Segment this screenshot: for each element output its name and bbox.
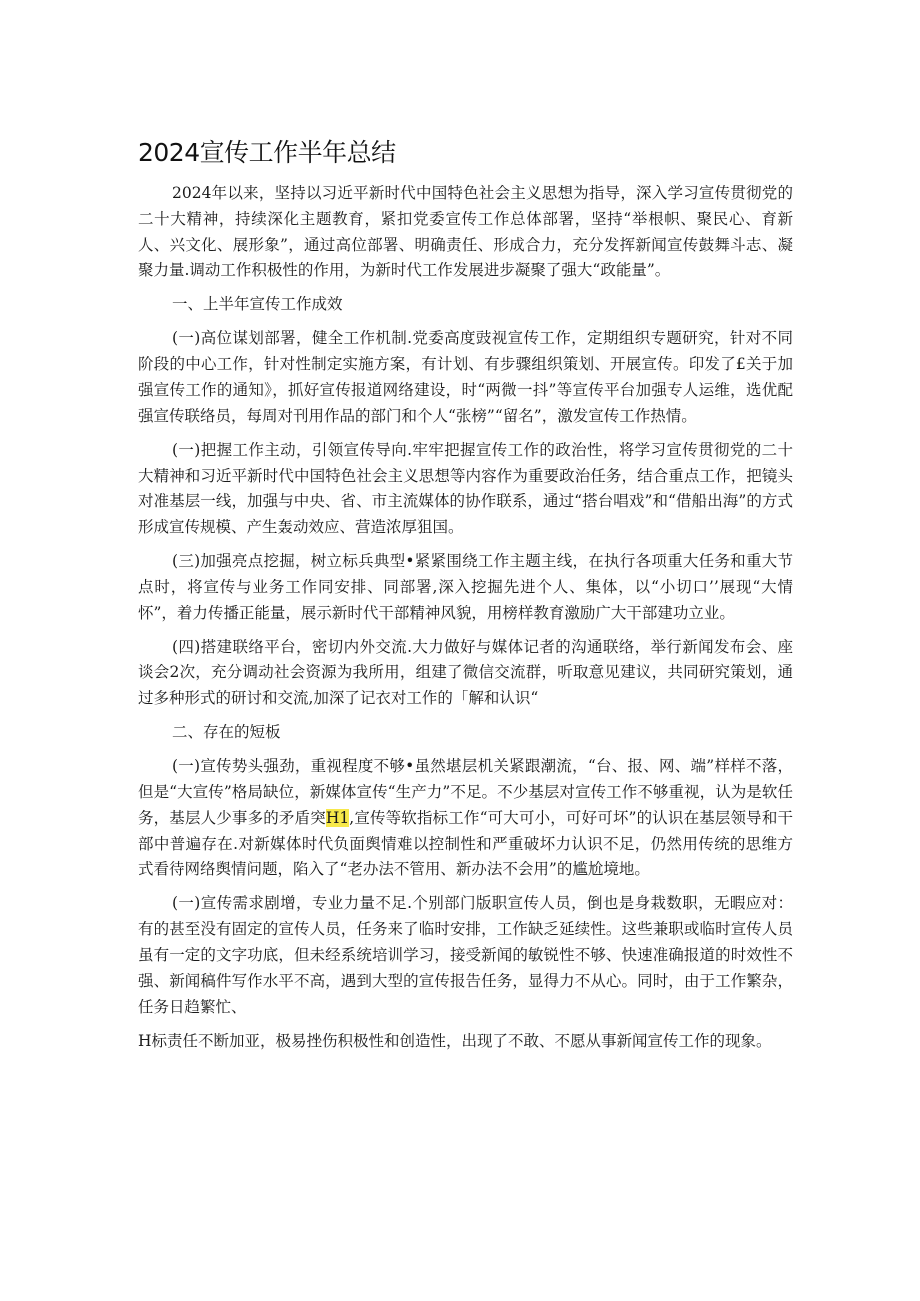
document-body bbox=[138, 181, 793, 1063]
body-paragraph: (一)高位谋划部署，健全工作机制.党委高度豉视宣传工作，定期组织专题研究，针对不同阶段的中心工作，针对性制定实施方案，有计划、有步骤组织策划、开展宣传。印发了£关于加强宣传工作的通知》，抓好宣传报道网络建设，时“两微一抖”等宣传平台加强专人运维，选优配强宣传联络员，每周对刊用作品的部门和个人“张榜”“留名”，激发宣传工作热情。 bbox=[138, 329, 793, 425]
paragraph-text-end: ,宣传等软指标工作“可大可小，可好可坏”的认识在基层领导和干部中普遍存在.对新媒体时代负面舆情难以控制性和严重破坏力认识不足，仍然用传统的思维方式看待网络舆情问题，陷入了“老办法不管用、新办法不会用”的尴尬境地。 bbox=[138, 808, 793, 879]
body-paragraph: (一)宣传需求剧增，专业力量不足.个别部门版职宣传人员，倒也是身栽数职，无暇应对：有的甚至没有固定的宣传人员，任务来了临时安排，工作缺乏延续性。这些兼职或临时宣传人员虽有一定的文字功底，但未经系统培训学习，接受新闻的敏锐性不够、快速准确报道的时效性不强、新闻稿件写作水平不高，遇到大型的宣传报告任务，显得力不从心。同时，由于工作繁杂，任务日趋繁忙、 bbox=[138, 894, 793, 1016]
document-title: 2024宣传工作半年总结 bbox=[138, 138, 396, 167]
intro-paragraph: 2024年以来，坚持以习近平新时代中国特色社会主义思想为指导，深入学习宣传贯彻党的二十大精神，持续深化主题教育，紧扣党委宣传工作总体部署，坚持“举根帜、聚民心、育新人、兴文化、展形象”，通过高位部署、明确责任、形成合力，充分发挥新闻宣传鼓舞斗志、凝聚力量.调动工作积极性的作用，为新时代工作发展进步凝聚了强大“政能量”。 bbox=[138, 184, 793, 280]
body-paragraph-highlighted bbox=[138, 754, 793, 883]
highlighted-text: H1 bbox=[325, 808, 350, 827]
section-heading-shortcomings: 二、存在的短板 bbox=[172, 723, 281, 742]
paragraph-text-start: (一)宣传势头强劲，重视程度不够•虽然堪层机关紧跟潮流，“台、报、网、端”样样不落，但是“大宣传”格局缺位，新媒体宣传“生产力”不足。不少基层对宣传工作不够重视，认为是软任务，基层人少事多的矛盾突 bbox=[138, 757, 793, 827]
body-paragraph: (三)加强亮点挖掘，树立标兵典型•紧紧围绕工作主题主线，在执行各项重大任务和重大节点时，将宣传与业务工作同安排、同部署,深入挖掘先进个人、集体，以“小切口’’展现“大情怀”，着力传播正能量，展示新时代干部精神风貌，用榜样教育激励广大干部建功立业。 bbox=[138, 552, 793, 622]
body-paragraph: (四)搭建联络平台，密切内外交流.大力做好与媒体记者的沟通联络，举行新闻发布会、座谈会2次，充分调动社会资源为我所用，组建了微信交流群，听取意见建议，共同研究策划，通过多种形式的研讨和交流,加深了记衣对工作的「解和认识“ bbox=[138, 637, 793, 708]
body-paragraph-continuation: H标责任不断加亚，极易挫伤积极性和创造性，出现了不敢、不愿从事新闻宣传工作的现象。 bbox=[138, 1031, 772, 1050]
body-paragraph: (一)把握工作主动，引领宣传导向.牢牢把握宣传工作的政治性，将学习宣传贯彻党的二十大精神和习近平新时代中国特色社会主义思想等内容作为重要政治任务，结合重点工作，把镜头对准基层一线，加强与中央、省、市主流媒体的协作联系，通过“搭台唱戏”和“借船出海”的方式形成宣传规模、产生轰动效应、营造浓厚狙国。 bbox=[138, 440, 793, 537]
section-heading-achievements: 一、上半年宣传工作成效 bbox=[172, 295, 343, 314]
